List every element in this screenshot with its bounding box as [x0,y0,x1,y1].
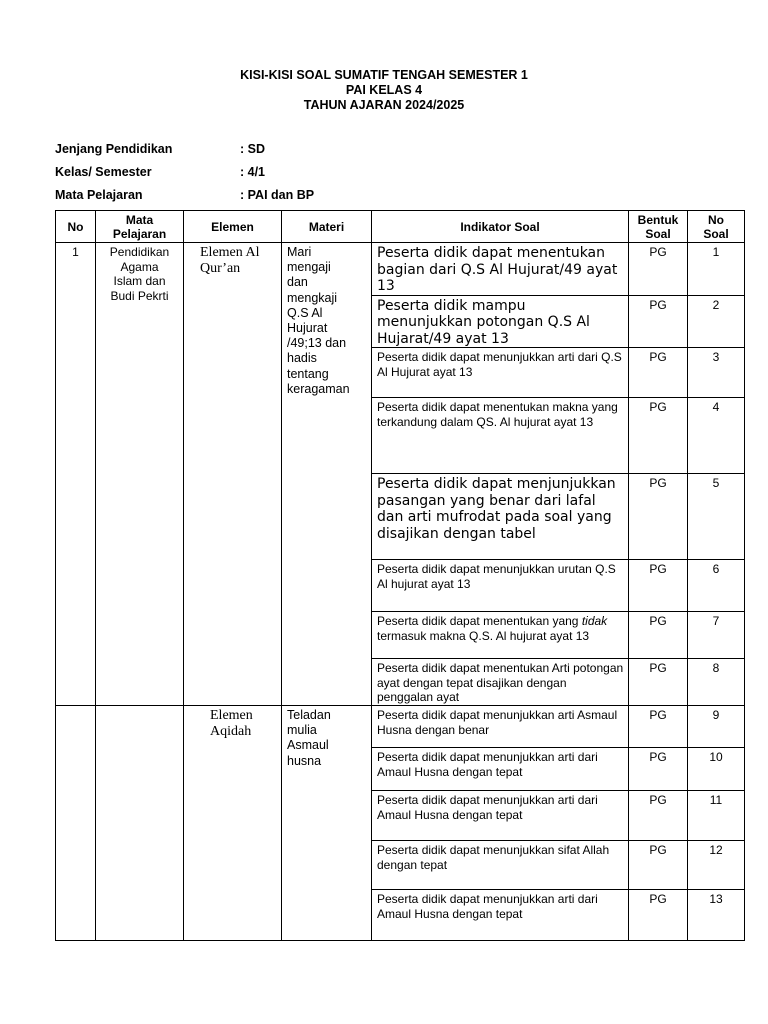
info-value: : SD [240,142,265,156]
mata-pelajaran-cell: Pendidikan Agama Islam dan Budi Pekrti [96,243,184,706]
header-elemen: Elemen [184,211,282,243]
bentuk-soal-cell: PG [629,560,688,612]
indikator-cell: Peserta didik mampu menunjukkan potongan Q.S Al Hujarat/49 ayat 13 [372,295,629,348]
indikator-cell: Peserta didik dapat menunjukkan arti dari Q.S Al Hujurat ayat 13 [372,348,629,398]
bentuk-soal-cell: PG [629,612,688,659]
materi-cell: Teladan mulia Asmaul husna [282,706,372,941]
header-bentuk-soal: Bentuk Soal [629,211,688,243]
header-mata-pelajaran: Mata Pelajaran [96,211,184,243]
indikator-cell: Peserta didik dapat menentukan yang tidak termasuk makna Q.S. Al hujurat ayat 13 [372,612,629,659]
header-no-soal: No Soal [688,211,745,243]
bentuk-soal-cell: PG [629,791,688,841]
bentuk-soal-cell: PG [629,890,688,941]
title-line-3: TAHUN AJARAN 2024/2025 [303,98,465,112]
elemen-cell: Elemen Al Qur’an [184,243,282,706]
indikator-cell: Peserta didik dapat menunjukkan urutan Q.S Al hujurat ayat 13 [372,560,629,612]
title-line-1: KISI-KISI SOAL SUMATIF TENGAH SEMESTER 1 [240,68,528,82]
materi-cell: Mari mengaji dan mengkaji Q.S Al Hujurat /49;13 dan hadis tentang keragaman [282,243,372,706]
no-soal-cell: 8 [688,659,745,706]
bentuk-soal-cell: PG [629,398,688,474]
no-soal-cell: 12 [688,841,745,890]
bentuk-soal-cell: PG [629,659,688,706]
bentuk-soal-cell: PG [629,706,688,748]
row-number: 1 [56,243,96,706]
bentuk-soal-cell: PG [629,841,688,890]
document-title [0,68,768,113]
indikator-cell: Peserta didik dapat menjunjukkan pasangan yang benar dari lafal dan arti mufrodat pada soal yang disajikan dengan tabel [372,474,629,560]
header-indikator: Indikator Soal [372,211,629,243]
info-label: Kelas/ Semester [55,165,152,179]
indikator-cell: Peserta didik dapat menentukan makna yang terkandung dalam QS. Al hujurat ayat 13 [372,398,629,474]
indikator-cell: Peserta didik dapat menunjukkan arti dari Amaul Husna dengan tepat [372,791,629,841]
title-line-2: PAI KELAS 4 [345,83,423,97]
indikator-cell: Peserta didik dapat menunjukkan sifat Allah dengan tepat [372,841,629,890]
no-soal-cell: 2 [688,295,745,348]
row-number-empty [56,706,96,941]
header-no: No [56,211,96,243]
no-soal-cell: 10 [688,748,745,791]
info-value: : PAI dan BP [240,188,315,202]
header-materi: Materi [282,211,372,243]
kisi-kisi-table [55,210,745,941]
table-header-row [56,211,745,243]
info-label: Jenjang Pendidikan [55,142,173,156]
bentuk-soal-cell: PG [629,243,688,296]
emphasis-text: tidak [581,614,608,628]
info-label: Mata Pelajaran [55,188,143,202]
indikator-cell: Peserta didik dapat menunjukkan arti dari Amaul Husna dengan tepat [372,748,629,791]
no-soal-cell: 7 [688,612,745,659]
indikator-cell: Peserta didik dapat menentukan Arti potongan ayat dengan tepat disajikan dengan penggalan ayat [372,659,629,706]
bentuk-soal-cell: PG [629,295,688,348]
bentuk-soal-cell: PG [629,474,688,560]
no-soal-cell: 9 [688,706,745,748]
table-row [56,706,745,748]
no-soal-cell: 11 [688,791,745,841]
elemen-cell: Elemen Aqidah [184,706,282,941]
no-soal-cell: 13 [688,890,745,941]
indikator-cell: Peserta didik dapat menunjukkan arti dari Amaul Husna dengan tepat [372,890,629,941]
no-soal-cell: 4 [688,398,745,474]
no-soal-cell: 3 [688,348,745,398]
no-soal-cell: 6 [688,560,745,612]
info-value: : 4/1 [240,165,266,179]
indikator-cell: Peserta didik dapat menunjukkan arti Asmaul Husna dengan benar [372,706,629,748]
table-row [56,243,745,296]
bentuk-soal-cell: PG [629,348,688,398]
bentuk-soal-cell: PG [629,748,688,791]
no-soal-cell: 5 [688,474,745,560]
indikator-cell: Peserta didik dapat menentukan bagian dari Q.S Al Hujurat/49 ayat 13 [372,243,629,296]
mata-pelajaran-empty [96,706,184,941]
no-soal-cell: 1 [688,243,745,296]
